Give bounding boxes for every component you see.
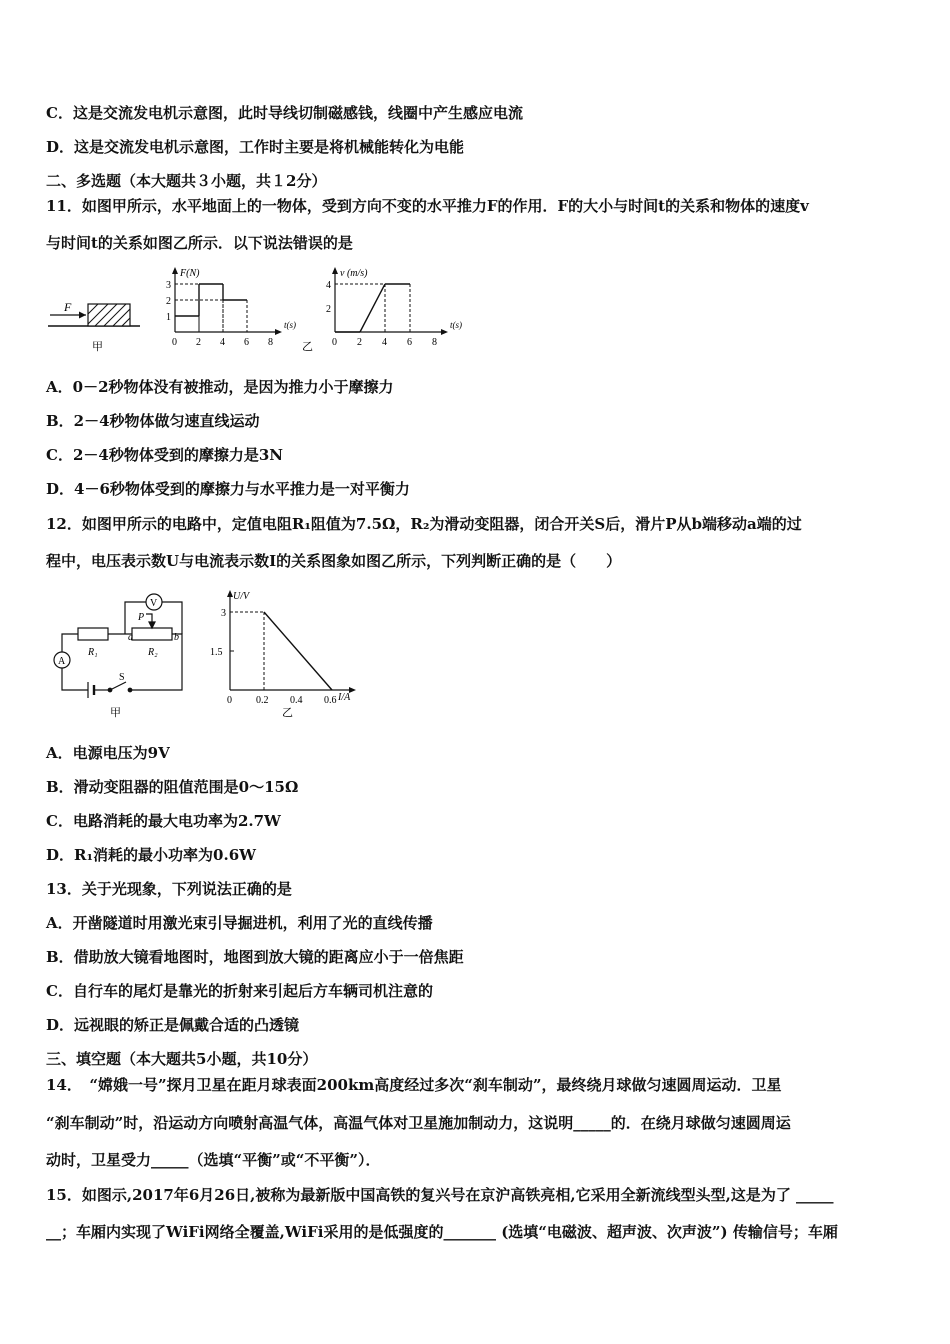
ft-ytick-label: 3 — [166, 280, 171, 291]
q12-a-label: a — [128, 632, 133, 643]
ft-xtick-label: 0 — [172, 337, 177, 348]
q13-option-c: C．自行车的尾灯是靠光的折射来引起后方车辆司机注意的 — [46, 982, 433, 1000]
vt-xtick-label: 0 — [332, 337, 337, 348]
q12-u-axis-label: U/V — [233, 591, 250, 602]
q11-option-a: A．0－2秒物体没有被推动，是因为推力小于摩擦力 — [46, 378, 394, 396]
q15-line1: 15．如图示,2017年6月26日,被称为最新版中国高铁的复兴号在京沪高铁亮相,它采用全新流线型头型,这是为了 _____ — [46, 1186, 834, 1204]
q14-line2: “刹车制动”时，沿运动方向喷射高温气体，高温气体对卫星施加制动力，这说明_____的．在绕月球做匀速圆周运 — [46, 1114, 791, 1132]
q12-r2-label: R₂ — [148, 647, 158, 658]
q12-i-axis-label: I/A — [338, 692, 351, 703]
vt-xtick-label: 2 — [357, 337, 362, 348]
q11-ft-t-axis-label: t(s) — [284, 320, 296, 330]
ui-xtick-label: 0.6 — [324, 695, 337, 706]
q11-v-axis-label: v (m/s) — [340, 268, 368, 279]
q11-stem-line2: 与时间t的关系如图乙所示．以下说法错误的是 — [46, 234, 353, 252]
q12-circuit-diagram — [54, 594, 182, 698]
ui-segment — [264, 612, 332, 690]
ft-xtick-label: 6 — [244, 337, 249, 348]
vt-segment — [360, 284, 385, 332]
q12-figure — [40, 582, 370, 722]
q12-s-label: S — [119, 672, 125, 683]
ui-ytick-label: 1.5 — [210, 647, 223, 658]
ft-xtick-label: 8 — [268, 337, 273, 348]
q12-b-label: b — [174, 632, 179, 643]
vt-ytick-label: 2 — [326, 304, 331, 315]
ft-ytick-label: 1 — [166, 312, 171, 323]
ft-ytick-label: 2 — [166, 296, 171, 307]
q12-circuit-labels — [58, 598, 179, 719]
section-heading-fill: 三、填空题（本大题共5小题，共10分） — [46, 1050, 318, 1068]
q14-line1: 14． “嫦娥一号”探月卫星在距月球表面200km高度经过多次“刹车制动”，最终绕月球做匀速圆周运动．卫星 — [46, 1076, 782, 1094]
ui-xtick-label: 0 — [227, 695, 232, 706]
q12-p-label: P — [138, 612, 145, 623]
q11-f-axis-label: F(N) — [180, 268, 200, 279]
vt-xtick-label: 6 — [407, 337, 412, 348]
section-heading-multi: 二、多选题（本大题共３小题，共１2分） — [46, 172, 327, 190]
vt-ytick-label: 4 — [326, 280, 331, 291]
q11-option-b: B．2－4秒物体做匀速直线运动 — [46, 412, 260, 430]
q12-option-c: C．电路消耗的最大电功率为2.7W — [46, 812, 281, 830]
q12-option-d: D．R₁消耗的最小功率为0.6W — [46, 846, 256, 864]
q11-option-d: D．4－6秒物体受到的摩擦力与水平推力是一对平衡力 — [46, 480, 410, 498]
q11-figure — [40, 262, 480, 362]
q13-option-d: D．远视眼的矫正是佩戴合适的凸透镜 — [46, 1016, 300, 1034]
q10-option-d: D．这是交流发电机示意图，工作时主要是将机械能转化为电能 — [46, 138, 465, 156]
q11-jia-label: 甲 — [92, 341, 103, 353]
vt-xtick-label: 4 — [382, 337, 387, 348]
ui-ytick-label: 3 — [221, 608, 226, 619]
q11-option-c: C．2－4秒物体受到的摩擦力是3N — [46, 446, 283, 464]
q11-yi-label: 乙 — [302, 341, 313, 353]
ft-xtick-label: 4 — [220, 337, 225, 348]
q12-r1-label: R₁ — [88, 647, 98, 658]
q13-option-b: B．借助放大镜看地图时，地图到放大镜的距离应小于一倍焦距 — [46, 948, 464, 966]
ui-xtick-label: 0.2 — [256, 695, 269, 706]
q11-block-diagram — [48, 300, 140, 353]
q11-vt-t-axis-label: t(s) — [450, 320, 462, 330]
q12-u-i-graph — [210, 590, 356, 719]
q11-v-t-graph — [326, 267, 462, 348]
q11-f-t-graph — [166, 267, 313, 353]
q12-jia-label: 甲 — [110, 707, 121, 719]
q12-stem-line1: 12．如图甲所示的电路中，定值电阻R₁阻值为7.5Ω，R₂为滑动变阻器，闭合开关S后，滑片P从b端移动a端的过 — [46, 515, 802, 533]
q12-voltmeter-label: V — [150, 598, 158, 609]
q13-option-a: A．开凿隧道时用激光束引导掘进机，利用了光的直线传播 — [46, 914, 433, 932]
q12-ammeter-label: A — [58, 656, 66, 667]
ft-xtick-label: 2 — [196, 337, 201, 348]
q15-line2: __；车厢内实现了WiFi网络全覆盖,WiFi采用的是低强度的_______ (选填“电磁波、超声波、次声波”) 传输信号；车厢 — [46, 1223, 838, 1241]
q14-line3: 动时，卫星受力_____（选填“平衡”或“不平衡”）． — [46, 1151, 381, 1169]
q11-stem-line1: 11．如图甲所示，水平地面上的一物体，受到方向不变的水平推力F的作用．F的大小与时间t的关系和物体的速度v — [46, 197, 809, 215]
q11-force-label: F — [64, 300, 72, 314]
q13-stem: 13．关于光现象，下列说法正确的是 — [46, 880, 292, 898]
q12-option-a: A．电源电压为9V — [46, 744, 170, 762]
vt-xtick-label: 8 — [432, 337, 437, 348]
q12-yi-label: 乙 — [282, 707, 293, 719]
q10-option-c: C．这是交流发电机示意图，此时导线切制磁感钱，线圈中产生感应电流 — [46, 104, 523, 122]
q12-option-b: B．滑动变阻器的阻值范围是0～15Ω — [46, 778, 299, 796]
q12-stem-line2: 程中，电压表示数U与电流表示数I的关系图象如图乙所示，下列判断正确的是（ ） — [46, 552, 622, 570]
ui-xtick-label: 0.4 — [290, 695, 303, 706]
